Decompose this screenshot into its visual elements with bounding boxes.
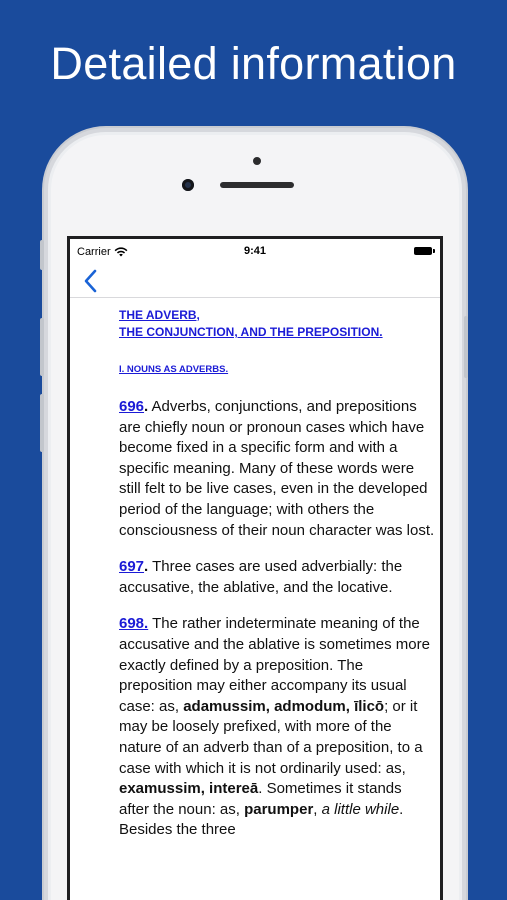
navigation-bar [70, 265, 440, 298]
silent-switch [40, 240, 44, 270]
paragraph-696 [119, 397, 435, 541]
latin-examples: parumper [244, 800, 314, 818]
translation: a little while [321, 800, 400, 818]
paragraph-text: , [313, 800, 322, 818]
carrier-label: Carrier [77, 246, 111, 258]
status-bar [70, 239, 440, 265]
volume-up-button [40, 318, 44, 376]
document-content [119, 305, 433, 856]
chevron-left-icon [80, 267, 104, 295]
paragraph-number-link[interactable]: 696 [119, 398, 145, 415]
latin-examples: examussim, intereā [119, 780, 259, 798]
latin-examples: adamussim, admodum, īlicō [183, 697, 385, 715]
back-button[interactable] [80, 267, 104, 295]
paragraph-text: The rather indeterminate meaning of the accusative and the ablative is sometimes more exactly defined by a preposition. The preposition may either accompany its usual case: as, [119, 615, 430, 715]
earpiece-speaker [220, 182, 294, 188]
paragraph-text: . Besides the three [119, 800, 404, 839]
paragraph-number-link[interactable]: 697 [119, 558, 145, 576]
power-button [464, 316, 468, 378]
promo-title: Detailed information [50, 38, 457, 89]
status-time: 9:41 [243, 245, 267, 257]
paragraph-698 [119, 614, 435, 841]
chapter-title-line-2[interactable]: THE CONJUNCTION, AND THE PREPOSITION. [119, 325, 383, 339]
chapter-title[interactable] [119, 307, 433, 341]
proximity-sensor [253, 157, 261, 165]
phone-screen [67, 236, 443, 900]
battery-icon [414, 247, 432, 255]
paragraph-number-dot: . [144, 398, 149, 415]
paragraph-697 [119, 557, 435, 598]
volume-down-button [40, 394, 44, 452]
chapter-title-line-1[interactable]: THE ADVERB, [119, 308, 200, 322]
paragraph-text: Adverbs, conjunctions, and prepositions are chiefly noun or pronoun cases which have become fixed in a specific form and with a specific meaning. Many of these words were still felt to be live cases, even in the developed period of the language; with others the consciousness of their noun character was lost. [119, 398, 435, 539]
section-title[interactable]: I. NOUNS AS ADVERBS. [119, 364, 229, 375]
paragraph-number-link[interactable]: 698. [119, 615, 149, 633]
paragraph-text: Three cases are used adverbially: the accusative, the ablative, and the locative. [119, 558, 403, 596]
front-camera [182, 179, 194, 191]
paragraph-text: ; or it may be loosely prefixed, with more of the nature of an adverb than of a preposition, to a case with which it is not ordinarily used: as, [119, 697, 423, 777]
paragraph-number-dot: . [144, 558, 149, 576]
paragraph-text: . Sometimes it stands after the noun: as, [119, 780, 402, 818]
